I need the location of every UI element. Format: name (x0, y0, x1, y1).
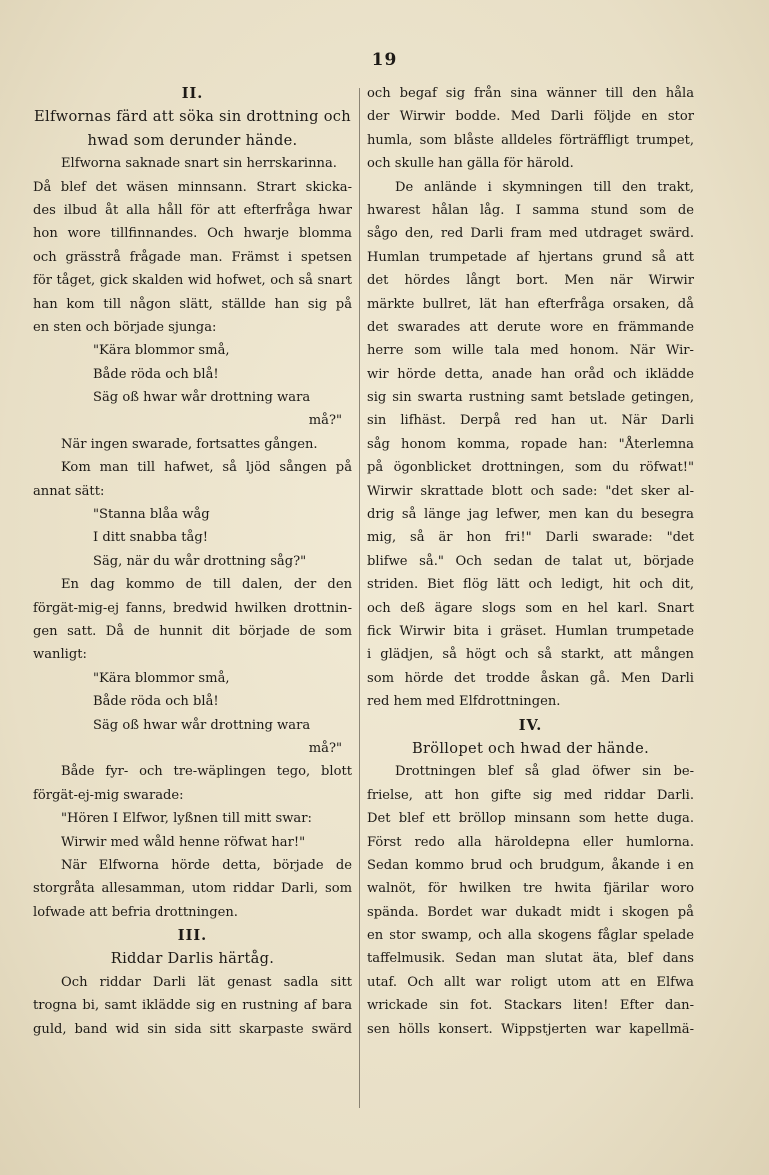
verse-line: Säg oß hwar wår drottning wara (93, 390, 311, 406)
text-line: Elfworna saknade snart sin herrskarinna. (61, 156, 337, 172)
text-line: och grässtrå frågade man. Främst i spetsen (33, 249, 352, 265)
verse-line: Både röda och blå! (93, 366, 219, 382)
text-line: märkte bullret, lät han efterfråga orsaken, då (367, 296, 694, 312)
verse-line: Wirwir med wåld henne röfwat har!" (61, 834, 306, 850)
text-line: Sedan kommo brud och brudgum, åkande i en (367, 857, 694, 873)
text-line: för tåget, gick skalden wid hofwet, och så snart (33, 273, 352, 289)
text-line: En dag kommo de till dalen, der den (61, 577, 352, 593)
section-number: III. (177, 927, 208, 945)
text-line: red hem med Elfdrottningen. (367, 694, 561, 710)
page-number: 19 (371, 50, 398, 70)
text-line: förgät-mig-ej fanns, bredwid hwilken drottnin- (33, 600, 352, 616)
text-line: storgråta allesamman, utom riddar Darli, som (33, 881, 352, 897)
text-line: taffelmusik. Sedan man slutat äta, blef dans (367, 951, 694, 967)
text-line: wanligt: (33, 647, 87, 663)
text-line: striden. Biet flög lätt och ledigt, hit och dit, (367, 577, 694, 593)
verse-line: Säg oß hwar wår drottning wara (93, 717, 311, 733)
text-line: wrickade sin fot. Stackars liten! Efter dan- (367, 998, 694, 1014)
text-line: gen satt. Då de hunnit dit började de som (33, 623, 352, 639)
text-line: Humlan trumpetade af hjertans grund så att (367, 249, 694, 265)
text-line: sen hölls konsert. Wippstjerten war kapellmä- (367, 1021, 694, 1037)
text-line: guld, band wid sin sida sitt skarpaste swärd (33, 1021, 352, 1037)
text-line: såg honom komma, ropade han: "Återlemna (367, 436, 694, 452)
text-line: des ilbud åt alla håll för att efterfråga hwar (33, 202, 352, 218)
text-line: mig, så är hon fri!" Darli swarade: "det (367, 530, 694, 546)
text-line: När Elfworna hörde detta, började de (61, 857, 352, 873)
verse-line: må?" (308, 413, 342, 429)
column-divider (359, 88, 360, 1108)
text-line: en sten och började sjunga: (33, 319, 217, 335)
text-line: walnöt, för hwilken tre hwita fjärilar woro (367, 881, 694, 897)
text-line: en stor swamp, och alla skogens fåglar spelade (367, 928, 694, 944)
text-line: wir hörde detta, anade han oråd och ikläddе (367, 366, 694, 382)
section-number: IV. (518, 716, 543, 734)
text-line: Drottningen blef så glad öfwer sin be- (395, 764, 694, 780)
left-column (33, 82, 352, 1041)
text-line: och deß ägare slogs som en hel karl. Snart (367, 600, 694, 616)
right-column (367, 82, 694, 1041)
text-line: annat sätt: (33, 483, 105, 499)
section-number: II. (181, 85, 204, 102)
verse-line: må?" (308, 740, 342, 756)
text-line: det swarades att derute wore en främmande (367, 319, 694, 335)
section-title-line: hwad som derunder hände. (87, 131, 298, 149)
text-line: hwarest hålan låg. I samma stund som de (367, 202, 694, 218)
text-line: som hörde det trodde åskan gå. Men Darli (367, 670, 694, 686)
text-line: Kom man till hafwet, så ljöd sången på (61, 460, 352, 476)
text-line: Och riddar Darli lät genast sadla sitt (61, 974, 352, 990)
text-line: drig så länge jag lefwer, men kan du besegra (367, 507, 694, 523)
text-line: humla, som blåste alldeles förträffligt trumpet, (367, 132, 694, 148)
text-line: Både fyr- och tre-wäplingen tego, blott (61, 764, 352, 780)
section-title-line: Riddar Darlis härtåg. (110, 950, 275, 968)
verse-line: "Kära blommor små, (93, 343, 230, 359)
text-line: fick Wirwir bita i gräset. Humlan trumpetade (367, 623, 694, 639)
text-line: Då blef det wäsen minnsann. Strart skicka- (33, 179, 352, 195)
text-line: Wirwir skrattade blott och sade: "det sker al- (367, 483, 694, 499)
text-line: sin lifhäst. Derpå red han ut. När Darli (367, 413, 694, 429)
text-line: herre som wille tala med honom. När Wir- (367, 343, 694, 359)
verse-line: "Hören I Elfwor, lyßnen till mitt swar: (61, 811, 312, 827)
text-line: När ingen swarade, fortsattes gången. (61, 436, 318, 452)
text-line: spända. Bordet war dukadt midt i skogen på (367, 904, 694, 920)
text-line: hon wore tillfinnandes. Och hwarje blomma (33, 226, 352, 242)
text-line: Det blef ett bröllop minsann som hette duga. (367, 811, 694, 827)
text-line: utaf. Och allt war roligt utom att en Elfwa (367, 974, 694, 990)
text-line: der Wirwir bodde. Med Darli följde en stor (367, 109, 694, 125)
text-line: sig sin swarta rustning samt betslade getingen, (367, 390, 694, 406)
verse-line: Säg, när du wår drottning såg?" (93, 553, 307, 569)
text-line: och skulle han gälla för härold. (367, 156, 574, 172)
verse-line: "Stanna blåa wåg (93, 507, 210, 523)
section-title-line: Bröllopet och hwad der hände. (411, 739, 650, 757)
text-line: trogna bi, samt ikläddе sig en rustning af bara (33, 998, 352, 1014)
verse-line: I ditt snabba tåg! (93, 530, 208, 546)
text-line: De anlände i skymningen till den trakt, (395, 179, 694, 195)
text-line: frielse, att hon gifte sig med riddar Darli. (367, 787, 694, 803)
text-line: blifwe så." Och sedan de talat ut, började (367, 553, 694, 569)
text-line: lofwade att befria drottningen. (33, 904, 238, 920)
text-line: sågo den, red Darli fram med utdraget swärd. (367, 226, 694, 242)
text-line: i glädjen, så högt och så starkt, att mången (367, 647, 694, 663)
text-line: på ögonblicket drottningen, som du röfwat!" (367, 460, 694, 476)
section-title-line: Elfwornas färd att söka sin drottning och (34, 108, 351, 126)
verse-line: Både röda och blå! (93, 694, 219, 710)
text-line: Först redo alla häroldерna eller humlorna. (367, 834, 694, 850)
verse-line: "Kära blommor små, (93, 670, 230, 686)
text-line: och begaf sig från sina wänner till den håla (367, 86, 694, 101)
text-line: förgät-ej-mig swarade: (33, 787, 184, 803)
text-line: han kom till någon slätt, ställde han sig på (33, 296, 352, 312)
text-line: det hördes långt bort. Men när Wirwir (367, 273, 694, 289)
